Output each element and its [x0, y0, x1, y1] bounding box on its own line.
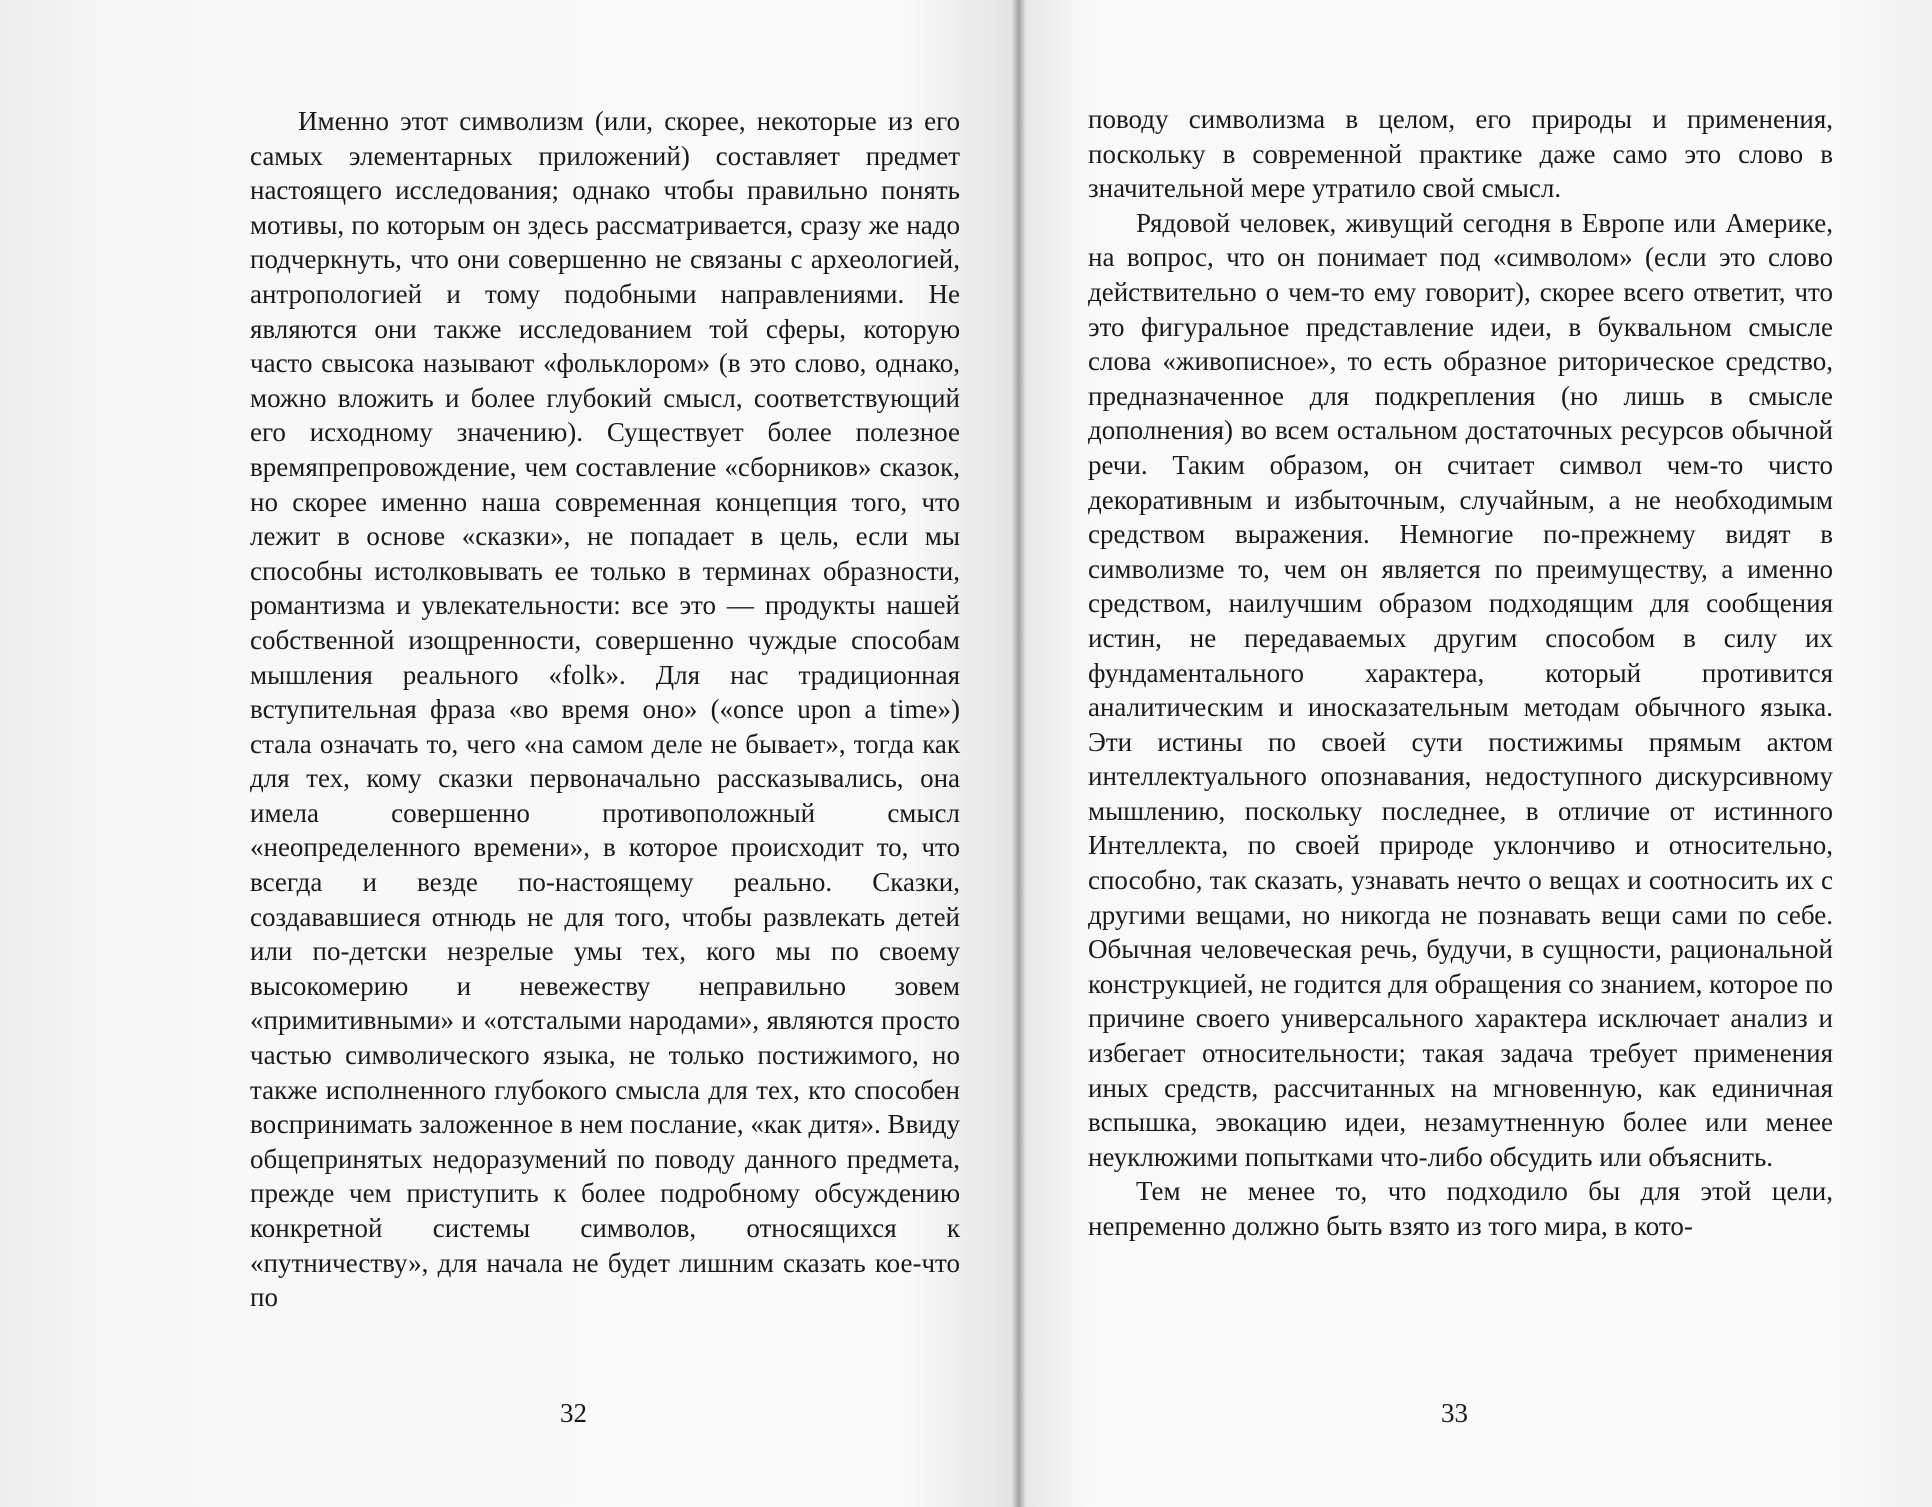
right-paragraph-2: Рядовой человек, живущий сегодня в Европе или Америке, на вопрос, что он понимает под «символом» (если это слово действительно о чем-то ему говорит), скорее всего ответит, что это фигуральное представление идеи, в буквальном смысле слова «живописное», то есть образное риторическое средство, предназначенное для подкрепления (но лишь в смысле дополнения) во всем остальном достаточных ресурсов обычной речи. Таким образом, он считает символ чем-то чисто декоративным и избыточным, случайным, а не необходимым средством выражения. Немногие по-прежнему видят в символизме то, чем он является по преимуществу, а именно средством, наилучшим образом подходящим для сообщения истин, не передаваемых другим способом в силу их фундаментального характера, который противится аналитическим и иносказательным методам обычного языка. Эти истины по своей сути постижимы прямым актом интеллектуального опознавания, недоступного дискурсивному мышлению, поскольку последнее, в отличие от истинного Интеллекта, по своей природе уклончиво и относительно, способно, так сказать, узнавать нечто о вещах и соотносить их с другими вещами, но никогда не познавать вещи сами по себе. Обычная человеческая речь, будучи, в сущности, рациональной конструкцией, не годится для обращения со знанием, которое по причине своего универсального характера исключает анализ и избегает относительности; такая задача требует применения иных средств, рассчитанных на мгновенную, как единичная вспышка, эвокацию идеи, незамутненную более или менее неуклюжими попытками что-либо обсудить или объяснить.	[1088, 207, 1833, 1172]
right-page-text	[1088, 102, 1833, 1244]
book-gutter	[1012, 0, 1026, 1507]
right-page	[1026, 0, 1932, 1507]
left-page-number: 32	[560, 1398, 587, 1428]
left-page-text	[250, 104, 960, 1315]
left-paragraph-1: Именно этот символизм (или, скорее, некоторые из его самых элементарных приложений) составляет предмет настоящего исследования; однако чтобы правильно понять мотивы, по которым он здесь рассматривается, сразу же надо подчеркнуть, что они совершенно не связаны с археологией, антропологией и тому подобными направлениями. Не являются они также исследованием той сферы, которую часто свысока называют «фольклором» (в это слово, однако, можно вложить и более глубокий смысл, соответствующий его исходному значению). Существует более полезное времяпрепровождение, чем составление «сборников» сказок, но скорее именно наша современная концепция того, что лежит в основе «сказки», не попадает в цель, если мы способны истолковывать ее только в терминах образности, романтизма и увлекательности: все это — продукты нашей собственной изощренности, совершенно чуждые способам мышления реального «folk». Для нас традиционная вступительная фраза «во время оно» («once upon a time») стала означать то, чего «на самом деле не бывает», тогда как для тех, кому сказки первоначально рассказывались, она имела совершенно противоположный смысл «неопределенного времени», в которое происходит то, что всегда и везде по-настоящему реально. Сказки, создававшиеся отнюдь не для того, чтобы развлекать детей или по-детски незрелые умы тех, кого мы по своему высокомерию и невежеству неправильно зовем «примитивными» и «отсталыми народами», являются просто частью символического языка, не только постижимого, но также исполненного глубокого смысла для тех, кто способен воспринимать заложенное в нем послание, «как дитя». Ввиду общепринятых недоразумений по поводу данного предмета, прежде чем приступить к более подробному обсуждению конкретной системы символов, относящихся к «путничеству», для начала не будет лишним сказать кое-что по	[250, 106, 960, 1313]
right-page-number: 33	[1441, 1398, 1468, 1428]
right-paragraph-1: поводу символизма в целом, его природы и применения, поскольку в современной практике даже само это слово в значительной мере утратило свой смысл.	[1088, 104, 1833, 204]
right-paragraph-3: Тем не менее то, что подходило бы для этой цели, непременно должно быть взято из того мира, в кото-	[1088, 1176, 1833, 1241]
